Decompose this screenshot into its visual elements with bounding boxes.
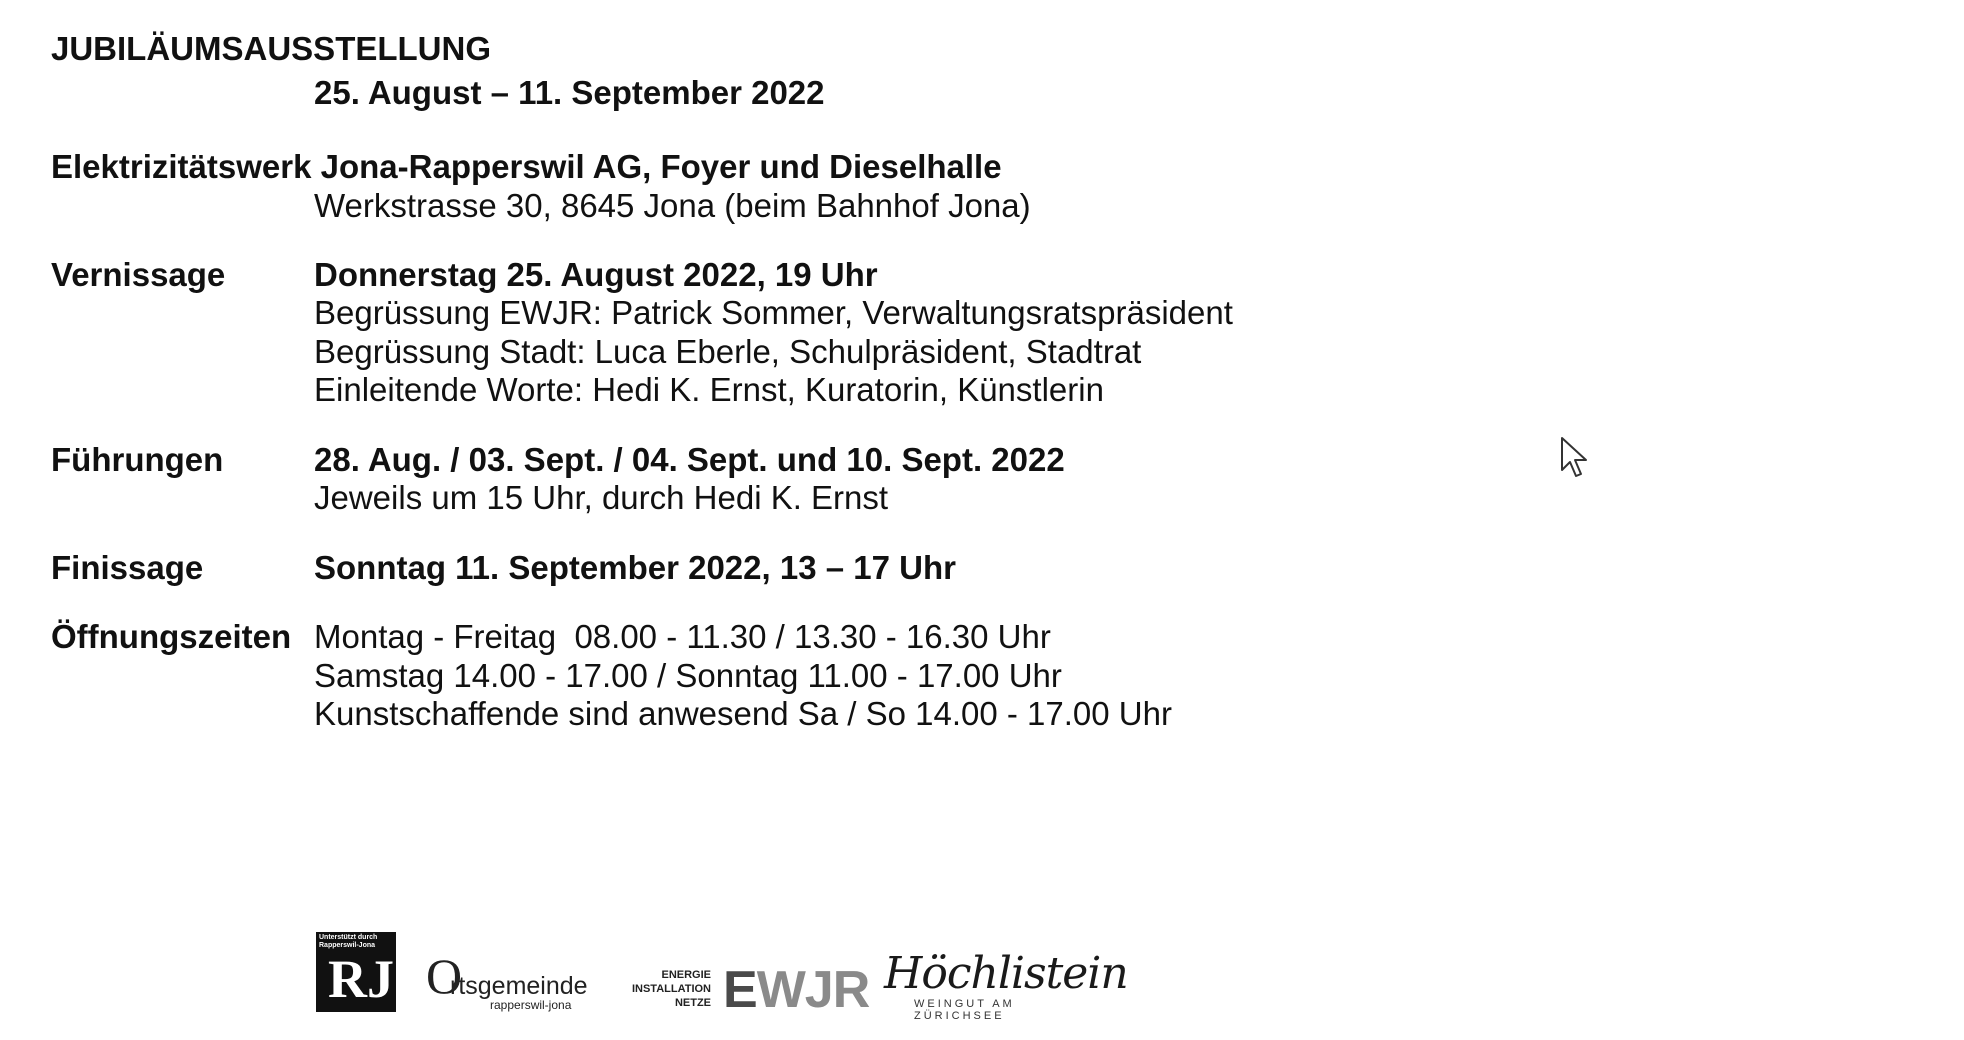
finissage-label: Finissage [51, 549, 204, 586]
opening-hours-line: Kunstschaffende sind anwesend Sa / So 14.00 - 17.00 Uhr [314, 695, 1172, 732]
vernissage-date: Donnerstag 25. August 2022, 19 Uhr [314, 256, 878, 293]
mouse-pointer-icon [1560, 436, 1590, 480]
vernissage-label: Vernissage [51, 256, 226, 293]
fuehrungen-label: Führungen [51, 441, 224, 478]
exhibition-dates: 25. August – 11. September 2022 [314, 74, 825, 111]
fuehrungen-detail: Jeweils um 15 Uhr, durch Hedi K. Ernst [314, 479, 889, 516]
ortsgemeinde-name: rtsgemeinde [450, 972, 588, 1000]
sponsor-logos [316, 932, 1128, 1022]
vernissage-line: Begrüssung EWJR: Patrick Sommer, Verwaltungsratspräsident [314, 294, 1233, 331]
rapperswil-jona-mark: RJ [328, 949, 394, 1009]
venue-address: Werkstrasse 30, 8645 Jona (beim Bahnhof Jona) [314, 187, 1031, 224]
ortsgemeinde-logo [426, 950, 596, 1010]
hoechlistein-script: Höchlistein [884, 948, 1128, 999]
ewjr-tagline-line: NETZE [674, 997, 711, 1009]
rapperswil-jona-logo [316, 932, 396, 1012]
ewjr-wordmark-rest: WJR [756, 961, 870, 1019]
exhibition-title: JUBILÄUMSAUSSTELLUNG [51, 30, 492, 67]
fuehrungen-dates: 28. Aug. / 03. Sept. / 04. Sept. und 10. Sept. 2022 [314, 441, 1065, 478]
ewjr-tagline-line: INSTALLATION [631, 983, 711, 995]
ewjr-logo [621, 961, 870, 1019]
ewjr-tagline [632, 968, 711, 1010]
hoechlistein-tagline: WEINGUT AM ZÜRICHSEE [914, 998, 1015, 1022]
opening-hours-label: Öffnungszeiten [51, 618, 292, 655]
ortsgemeinde-sub: rapperswil-jona [490, 998, 572, 1012]
hoechlistein-logo [884, 946, 1128, 1022]
rapperswil-jona-caption: Unterstützt durch Rapperswil-Jona [319, 934, 378, 949]
opening-hours-line: Montag - Freitag 08.00 - 11.30 / 13.30 - 16.30 Uhr [314, 618, 1051, 655]
ewjr-wordmark-e: E [723, 961, 757, 1019]
ewjr-tagline-line: ENERGIE [661, 969, 711, 981]
venue-name: Elektrizitätswerk Jona-Rapperswil AG, Foyer und Dieselhalle [51, 148, 1002, 185]
ortsgemeinde-initial: O [426, 948, 463, 1004]
vernissage-line: Einleitende Worte: Hedi K. Ernst, Kuratorin, Künstlerin [314, 371, 1104, 408]
vernissage-line: Begrüssung Stadt: Luca Eberle, Schulpräsident, Stadtrat [314, 333, 1142, 370]
opening-hours-line: Samstag 14.00 - 17.00 / Sonntag 11.00 - 17.00 Uhr [314, 657, 1062, 694]
ewjr-wordmark [723, 961, 870, 1019]
finissage-date: Sonntag 11. September 2022, 13 – 17 Uhr [314, 549, 956, 586]
